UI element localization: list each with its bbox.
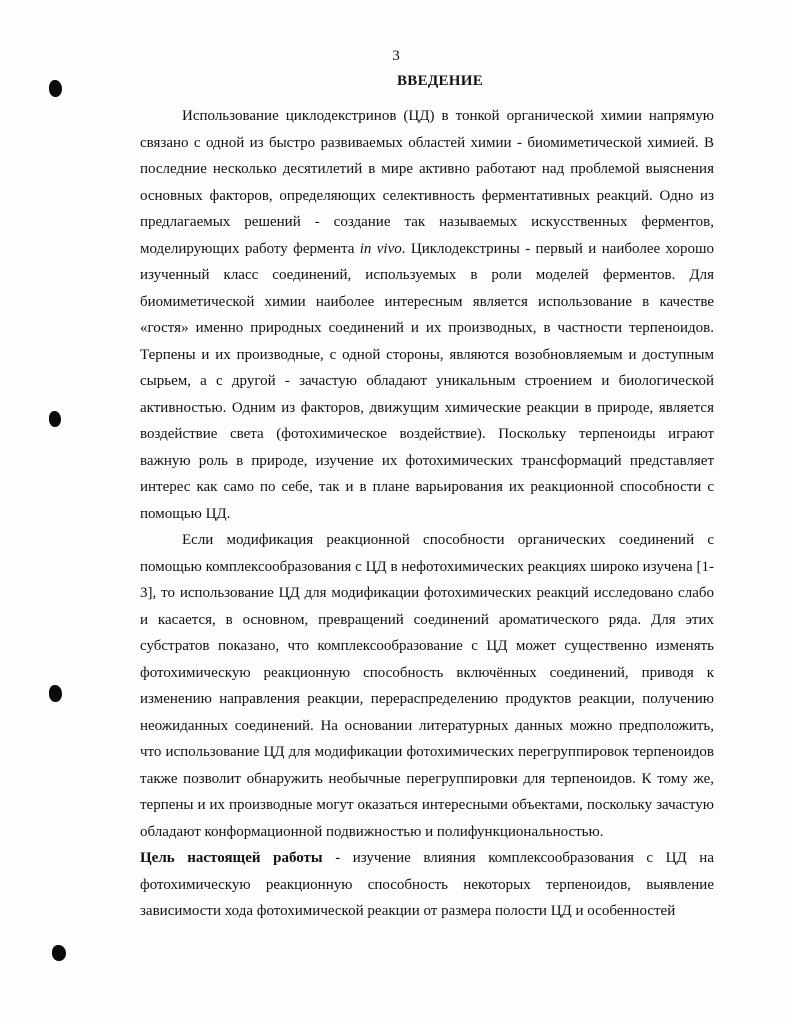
paragraph-intro [140,103,714,527]
paragraph-modification: Если модификация реакционной способности органических соединений с помощью комплексообразования с ЦД в нефотохимических реакциях широко изучена [1-3], то использование ЦД для модификации фотохимических реакций исследовано слабо и касается, в основном, превращений соединений ароматического ряда. Для этих субстратов показано, что комплексообразование с ЦД может существенно изменять фотохимическую реакционную способность включённых соединений, приводя к изменению направления реакции, перераспределению продуктов реакции, получению неожиданных соединений. На основании литературных данных можно предположить, что использование ЦД для модификации фотохимических перегруппировок терпеноидов также позволит обнаружить необычные перегруппировки для терпеноидов. К тому же, терпены и их производные могут оказаться интересными объектами, поскольку зачастую обладают конформационной подвижностью и полифункциональностью. [140,532,714,840]
page-number: 3 [392,48,400,64]
paragraph-goal-lead: Цель настоящей работы [140,850,323,866]
punch-hole-mark [49,411,61,427]
paragraph-intro-text-end: . Циклодекстрины - первый и наиболее хорошо изученный класс соединений, используемых в роли моделей ферментов. Для биомиметической химии наиболее интересным является использование в качестве «гостя» именно природных соединений и их производных, в частности терпеноидов. Терпены и их производные, с одной стороны, являются возобновляемым и доступным сырьем, а с другой - зачастую обладают уникальным строением и биологической активностью. Одним из факторов, движущим химические реакции в природе, является воздействие света (фотохимическое воздействие). Поскольку терпеноиды играют важную роль в природе, изучение их фотохимических трансформаций представляет интерес как само по себе, так и в плане варьирования их реакционной способности с помощью ЦД. [140,240,714,522]
punch-hole-mark [49,685,62,702]
paragraph-intro-text-start: Использование циклодекстринов (ЦД) в тонкой органической химии напрямую связано с одной из быстро развиваемых областей химии - биомиметической химией. В последние несколько десятилетий в мире активно работают над проблемой выяснения основных факторов, определяющих селективность ферментативных реакций. Одно из предлагаемых решений - создание так называемых искусственных ферментов, моделирующих работу фермента [140,108,714,257]
paragraph-intro-term: in vivo [359,240,402,257]
paragraph-goal [140,845,714,925]
section-heading: ВВЕДЕНИЕ [396,73,484,89]
punch-hole-mark [49,80,62,97]
punch-hole-mark [52,945,66,961]
body-text [140,103,714,925]
paragraph-goal-text: - изучение влияния комплексообразования с ЦД на фотохимическую реакционную способность некоторых терпеноидов, выявление зависимости хода фотохимической реакции от размера полости ЦД и особенностей [140,850,714,919]
